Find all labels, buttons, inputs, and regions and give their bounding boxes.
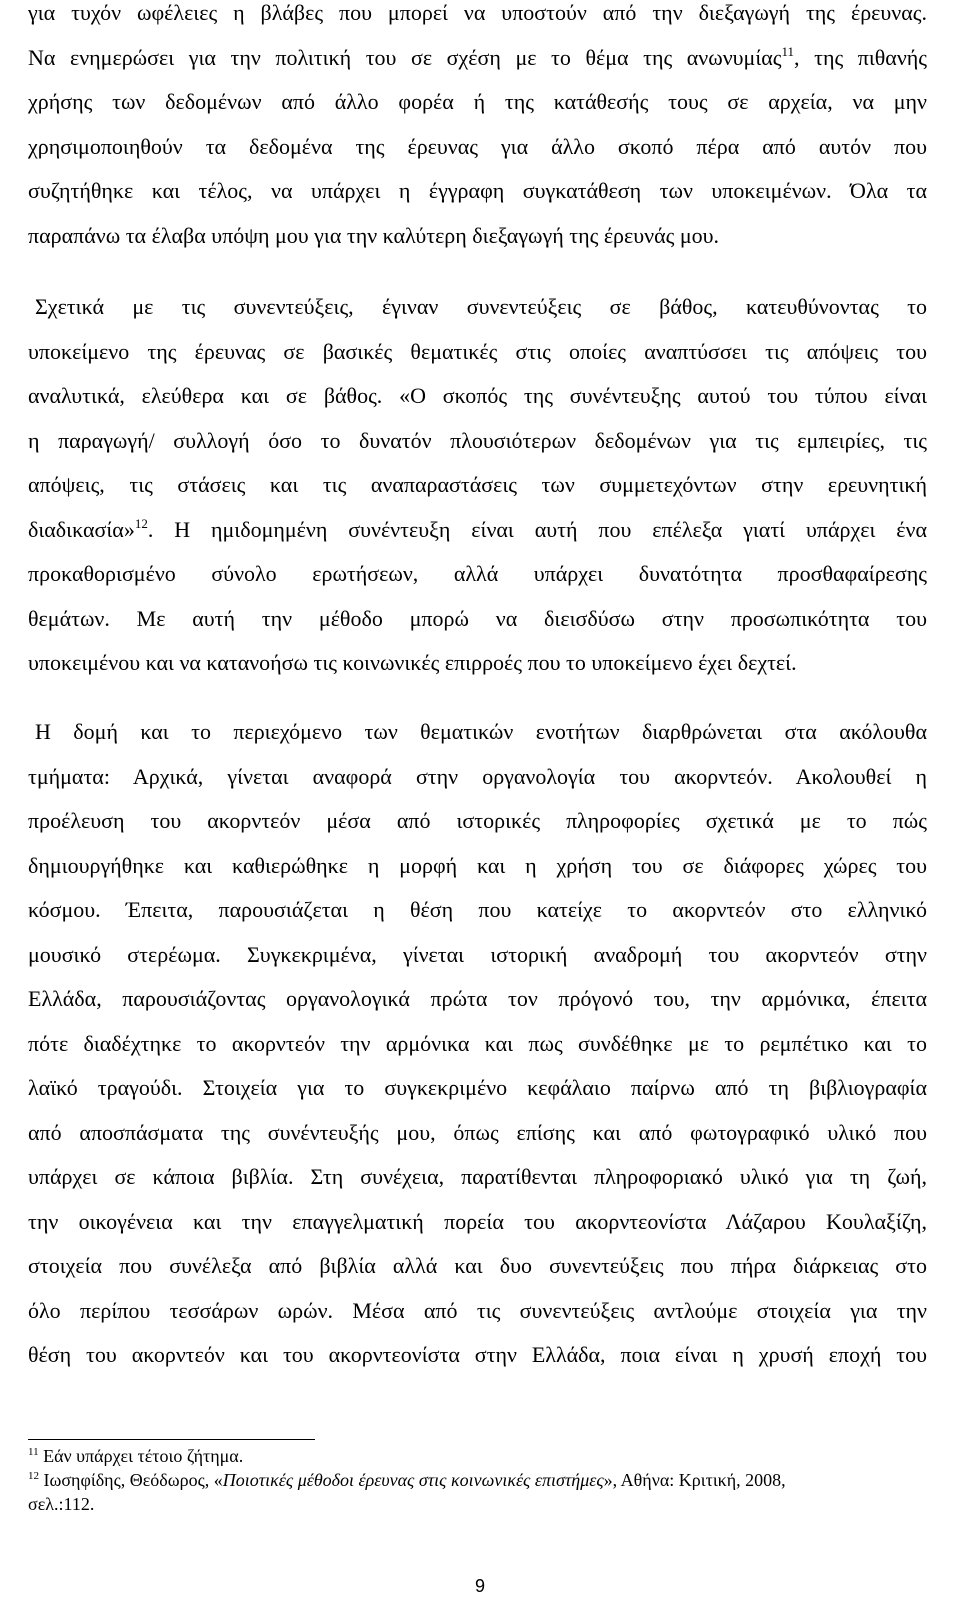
footnote-11 — [28, 1444, 927, 1468]
paragraph-line: παραπάνω τα έλαβα υπόψη μου για την καλύτερη διεξαγωγή της έρευνάς μου. — [28, 222, 720, 248]
footnote-text: Εάν υπάρχει τέτοιο ζήτημα. — [43, 1446, 244, 1466]
paragraph-line: υπάρχει σε κάποια βιβλία. Στη συνέχεια, παρατίθενται πληροφοριακό υλικό για τη ζωή, — [28, 1164, 927, 1189]
paragraph-line: χρήσης των δεδομένων από άλλο φορέα ή της κατάθεσής τους σε αρχεία, να μην — [28, 89, 927, 114]
line-text: διαδικασία» — [28, 516, 135, 542]
line-text-tail: , της πιθανής — [794, 44, 927, 70]
paragraph-line: Η δομή και το περιεχόμενο των θεματικών ενοτήτων διαρθρώνεται στα ακόλουθα — [35, 719, 927, 744]
footnote-book-title: Ποιοτικές μέθοδοι έρευνας στις κοινωνικές επιστήμες — [222, 1470, 604, 1490]
paragraph-line: υποκειμένου και να κατανοήσω τις κοινωνικές επιρροές που το υποκείμενο έχει δεχτεί. — [28, 650, 797, 675]
paragraph-line: θεμάτων. Με αυτή την μέθοδο μπορώ να διεισδύσω στην προσωπικότητα του — [28, 605, 927, 631]
footnote-ref-11[interactable]: 11 — [781, 43, 795, 59]
footnote-number: 12 — [28, 1470, 39, 1482]
paragraph-line: η παραγωγή/ συλλογή όσο το δυνατόν πλουσιότερων δεδομένων για τις εμπειρίες, τις — [28, 427, 927, 453]
footnotes — [28, 1444, 927, 1516]
footnote-separator — [28, 1439, 315, 1440]
paragraph-line: προκαθορισμένο σύνολο ερωτήσεων, αλλά υπάρχει δυνατότητα προσθαφαίρεσης — [28, 561, 927, 586]
paragraph-line: λαϊκό τραγούδι. Στοιχεία για το συγκεκριμένο κεφάλαιο παίρνω από τη βιβλιογραφία — [28, 1075, 927, 1100]
paragraph-line: χρησιμοποιηθούν τα δεδομένα της έρευνας για άλλο σκοπό πέρα από αυτόν που — [28, 133, 927, 159]
paragraph-line: δημιουργήθηκε και καθιερώθηκε η μορφή και η χρήση του σε διάφορες χώρες του — [28, 852, 927, 878]
line-text-tail: . Η ημιδομημένη συνέντευξη είναι αυτή που επέλεξα γιατί υπάρχει ένα — [147, 516, 927, 542]
paragraph-line — [28, 508, 927, 553]
paragraph-line: όλο περίπου τεσσάρων ωρών. Μέσα από τις συνεντεύξεις αντλούμε στοιχεία για την — [28, 1297, 927, 1323]
footnote-12 — [28, 1468, 927, 1492]
footnote-ref-12[interactable]: 12 — [134, 515, 148, 531]
paragraph-line: Σχετικά με τις συνεντεύξεις, έγιναν συνεντεύξεις σε βάθος, κατευθύνοντας το — [35, 294, 927, 319]
footnote-author: Ιωσηφίδης, Θεόδωρος, « — [43, 1470, 223, 1490]
paragraph-2 — [28, 285, 927, 686]
footnote-publication: », Αθήνα: Κριτική, 2008, — [603, 1470, 786, 1490]
paragraph-line: υποκείμενο της έρευνας σε βασικές θεματικές στις οποίες αναπτύσσει τις απόψεις του — [28, 338, 927, 364]
paragraph-line: συζητήθηκε και τέλος, να υπάρχει η έγγραφη συγκατάθεση των υποκειμένων. Όλα τα — [28, 178, 927, 203]
paragraph-line: μουσικό στερέωμα. Συγκεκριμένα, γίνεται ιστορική αναδρομή του ακορντεόν στην — [28, 941, 927, 967]
footnote-number: 11 — [28, 1446, 39, 1458]
footnote-12-pages: σελ.:112. — [28, 1494, 95, 1514]
paragraph-line: απόψεις, τις στάσεις και τις αναπαραστάσεις των συμμετεχόντων στην ερευνητική — [28, 472, 927, 497]
paragraph-line: πότε διαδέχτηκε το ακορντεόν την αρμόνικα και πως συνδέθηκε με το ρεμπέτικο και το — [28, 1030, 927, 1056]
paragraph-line: Ελλάδα, παρουσιάζοντας οργανολογικά πρώτα τον πρόγονό του, την αρμόνικα, έπειτα — [28, 986, 927, 1011]
paragraph-line: αναλυτικά, ελεύθερα και σε βάθος. «Ο σκοπός της συνέντευξης αυτού του τύπου είναι — [28, 383, 927, 408]
paragraph-line: για τυχόν ωφέλειες η βλάβες που μπορεί να υποστούν από την διεξαγωγή της έρευνας. — [28, 0, 927, 25]
paragraph-3 — [28, 710, 927, 1378]
line-text: Να ενημερώσει για την πολιτική του σε σχέση με το θέμα της ανωνυμίας — [28, 44, 782, 70]
paragraph-line: θέση του ακορντεόν και του ακορντεονίστα στην Ελλάδα, ποια είναι η χρυσή εποχή του — [28, 1342, 927, 1367]
paragraph-line: από αποσπάσματα της συνέντευξής μου, όπως επίσης και από φωτογραφικό υλικό που — [28, 1119, 927, 1145]
paragraph-line: κόσμου. Έπειτα, παρουσιάζεται η θέση που κατείχε το ακορντεόν στο ελληνικό — [28, 897, 927, 922]
paragraph-line: την οικογένεια και την επαγγελματική πορεία του ακορντεονίστα Λάζαρου Κουλαξίζη, — [28, 1208, 927, 1234]
paragraph-line: τμήματα: Αρχικά, γίνεται αναφορά στην οργανολογία του ακορντεόν. Ακολουθεί η — [28, 763, 927, 789]
paragraph-1 — [28, 0, 927, 258]
paragraph-line: στοιχεία που συνέλεξα από βιβλία αλλά και δυο συνεντεύξεις που πήρα διάρκειας στο — [28, 1253, 927, 1278]
page-number: 9 — [474, 1576, 485, 1596]
paragraph-line: προέλευση του ακορντεόν μέσα από ιστορικές πληροφορίες σχετικά με το πώς — [28, 808, 927, 833]
paragraph-line — [28, 36, 927, 81]
